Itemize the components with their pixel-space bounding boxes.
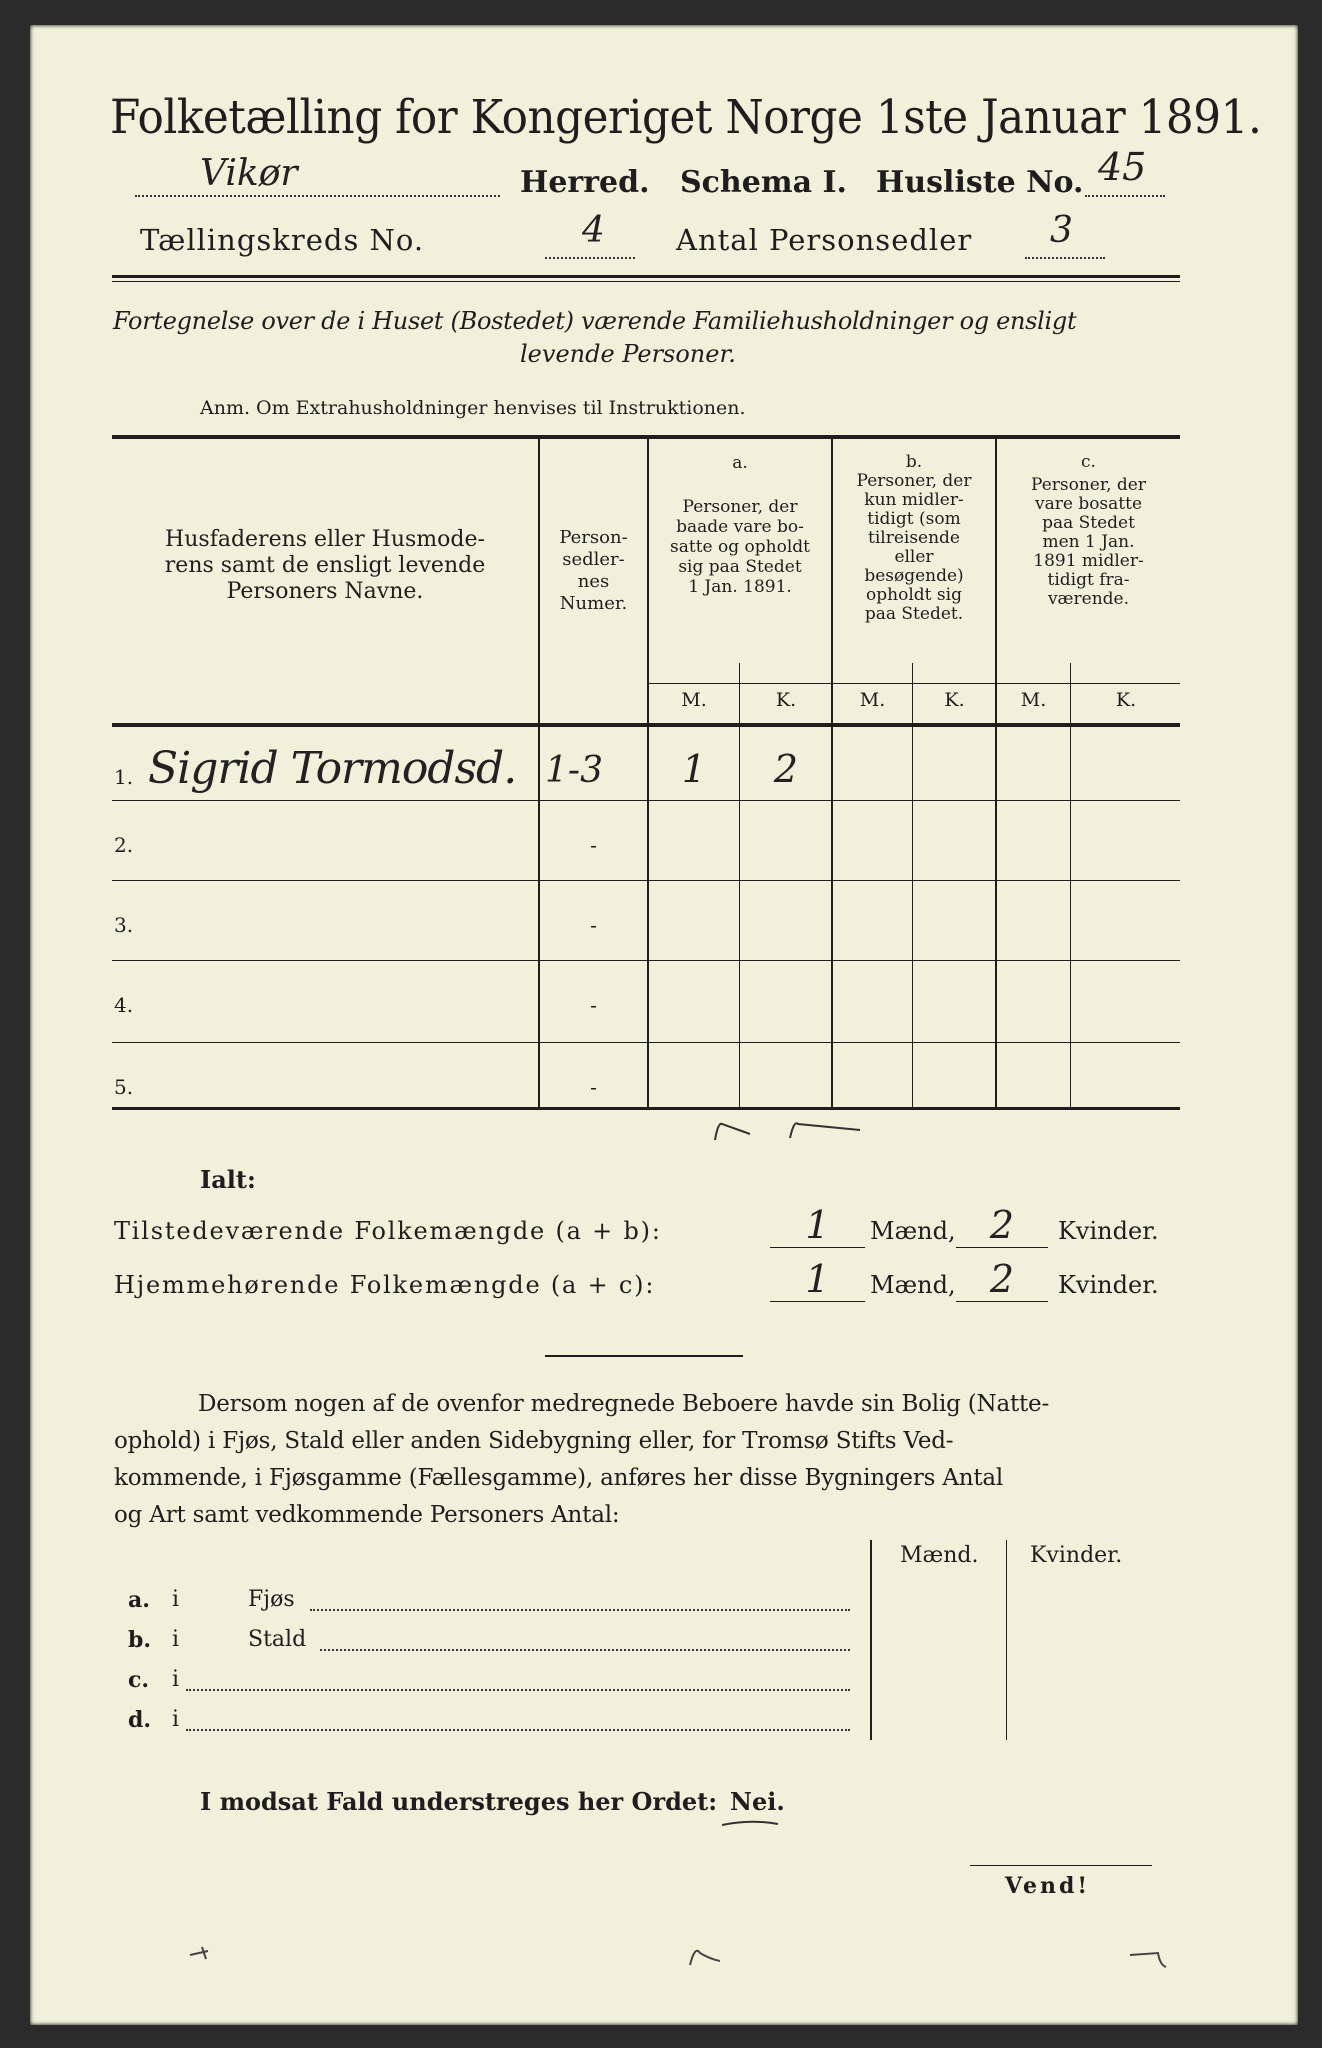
herred-label: Herred. bbox=[520, 165, 650, 200]
hjemme-women-label: Kvinder. bbox=[1058, 1271, 1159, 1299]
tilstede-men-label: Mænd, bbox=[870, 1217, 956, 1245]
hjemme-women-underline bbox=[956, 1301, 1048, 1302]
husliste-label: Husliste No. bbox=[876, 165, 1084, 200]
antal-label: Antal Personsedler bbox=[676, 223, 973, 257]
tilstede-women-underline bbox=[956, 1247, 1048, 1248]
header-rule bbox=[112, 275, 1180, 278]
col-header-name-line-1: Husfaderens eller Husmode- bbox=[165, 527, 485, 552]
col-divider-a-mk bbox=[739, 663, 740, 1107]
row-2-personseddel-num: - bbox=[590, 833, 597, 857]
row-1-name: Sigrid Tormodsd. bbox=[148, 743, 517, 794]
col-divider-c-mk bbox=[1070, 663, 1071, 1107]
husliste-value: 45 bbox=[1098, 145, 1147, 189]
col-header-num-line-4: Numer. bbox=[559, 593, 628, 614]
census-form-page bbox=[30, 25, 1298, 2025]
buildings-text-line-4: og Art samt vedkommende Personers Antal: bbox=[114, 1502, 620, 1528]
col-divider-b-mk bbox=[912, 663, 913, 1107]
intro-line-2: levende Personer. bbox=[520, 340, 736, 368]
col-header-num bbox=[540, 527, 647, 615]
col-header-name bbox=[112, 527, 538, 605]
col-header-name-line-3: Personers Navne. bbox=[226, 579, 424, 604]
anm-note: Anm. Om Extrahusholdninger henvises til Instruktionen. bbox=[200, 397, 746, 419]
row-1-a-men: 1 bbox=[681, 747, 707, 791]
kreds-dotted-line bbox=[545, 257, 635, 259]
building-b-name: Stald bbox=[248, 1627, 307, 1652]
col-header-b-line-8: paa Stedet. bbox=[864, 604, 964, 624]
nei-word: Nei. bbox=[730, 1787, 785, 1816]
col-header-a-letter: a. bbox=[732, 453, 748, 473]
row-3-personseddel-num: - bbox=[590, 913, 597, 937]
row-3-number: 3. bbox=[114, 913, 134, 937]
col-header-c-line-7: værende. bbox=[1047, 589, 1130, 609]
tally-marks bbox=[710, 1110, 890, 1150]
tilstede-men-underline bbox=[770, 1247, 865, 1248]
col-header-a-line-3: satte og opholdt bbox=[670, 537, 810, 557]
header-rule-thin bbox=[112, 281, 1180, 282]
row-4-rule bbox=[112, 1042, 1180, 1043]
hjemme-women-value: 2 bbox=[989, 1257, 1015, 1301]
buildings-text-line-3: kommende, i Fjøsgamme (Fællesgamme), anføres her disse Bygningers Antal bbox=[114, 1465, 1004, 1491]
row-5-number: 5. bbox=[114, 1075, 134, 1099]
col-header-c-line-2: vare bosatte bbox=[1034, 494, 1143, 514]
col-header-num-line-3: nes bbox=[577, 571, 610, 592]
col-header-b-line-5: eller bbox=[894, 547, 934, 567]
row-4-personseddel-num: - bbox=[590, 993, 597, 1017]
table-top-rule bbox=[112, 435, 1180, 439]
col-header-num-line-2: sedler- bbox=[562, 549, 625, 570]
kreds-label: Tællingskreds No. bbox=[140, 223, 425, 257]
tilstede-women-label: Kvinder. bbox=[1058, 1217, 1159, 1245]
hjemme-label: Hjemmehørende Folkemængde (a + c): bbox=[114, 1271, 656, 1299]
col-header-b bbox=[833, 453, 995, 624]
building-b-letter: b. bbox=[128, 1627, 152, 1653]
row-1-rule bbox=[112, 800, 1180, 801]
c-m-label: M. bbox=[1020, 689, 1047, 711]
b-k-label: K. bbox=[944, 689, 965, 711]
building-a-dots bbox=[310, 1609, 850, 1611]
tilstede-label: Tilstedeværende Folkemængde (a + b): bbox=[114, 1217, 662, 1245]
buildings-divider-1 bbox=[870, 1540, 872, 1740]
table-header-bottom-rule bbox=[112, 723, 1180, 727]
building-b-prep: i bbox=[172, 1627, 180, 1652]
c-k-label: K. bbox=[1115, 689, 1137, 711]
col-header-name-line-2: rens samt de ensligt levende bbox=[164, 553, 486, 578]
herred-value: Vikør bbox=[200, 153, 298, 194]
vend-label: Vend! bbox=[1005, 1873, 1091, 1899]
ialt-label: Ialt: bbox=[200, 1165, 256, 1194]
a-m-label: M. bbox=[681, 689, 707, 711]
antal-dotted-line bbox=[1025, 257, 1105, 259]
building-a-prep: i bbox=[172, 1587, 180, 1612]
col-header-b-line-4: tilreisende bbox=[867, 528, 960, 548]
col-header-a bbox=[649, 453, 831, 597]
b-m-label: M. bbox=[859, 689, 886, 711]
col-header-a-line-4: sig paa Stedet bbox=[678, 557, 802, 577]
buildings-text-line-1: Dersom nogen af de ovenfor medregnede Beboere havde sin Bolig (Natte- bbox=[198, 1391, 1050, 1417]
building-c-prep: i bbox=[172, 1667, 180, 1692]
herred-dotted-line bbox=[135, 195, 500, 197]
tilstede-men-value: 1 bbox=[805, 1203, 830, 1247]
row-1-number: 1. bbox=[114, 765, 134, 789]
buildings-col-women: Kvinder. bbox=[1030, 1543, 1123, 1568]
building-d-prep: i bbox=[172, 1707, 180, 1732]
row-4-number: 4. bbox=[114, 993, 134, 1017]
col-header-b-line-1: Personer, der bbox=[856, 471, 972, 491]
col-header-c-letter: c. bbox=[1081, 452, 1096, 472]
col-header-b-line-6: besøgende) bbox=[864, 566, 964, 586]
col-header-c-line-5: 1891 midler- bbox=[1033, 551, 1144, 571]
col-header-c bbox=[997, 453, 1180, 609]
col-header-c-line-6: tidigt fra- bbox=[1047, 570, 1130, 590]
husliste-dotted-line bbox=[1085, 195, 1165, 197]
mk-header-rule bbox=[649, 683, 1180, 684]
buildings-text-line-2: ophold) i Fjøs, Stald eller anden Sidebygning eller, for Tromsø Stifts Ved- bbox=[114, 1428, 954, 1454]
hjemme-men-label: Mænd, bbox=[870, 1271, 956, 1299]
building-b-dots bbox=[320, 1649, 850, 1651]
building-c-letter: c. bbox=[128, 1667, 150, 1693]
col-header-b-line-2: kun midler- bbox=[864, 490, 964, 510]
tilstede-women-value: 2 bbox=[989, 1203, 1015, 1247]
building-c-dots bbox=[186, 1689, 850, 1691]
buildings-divider-2 bbox=[1006, 1540, 1007, 1740]
col-header-num-line-1: Person- bbox=[559, 527, 628, 548]
antal-value: 3 bbox=[1050, 210, 1073, 251]
section-separator bbox=[545, 1355, 743, 1357]
table-bottom-rule bbox=[112, 1107, 1180, 1110]
modsat-fald-text: I modsat Fald understreges her Ordet: bbox=[200, 1787, 718, 1816]
building-a-letter: a. bbox=[128, 1587, 150, 1613]
row-5-personseddel-num: - bbox=[590, 1075, 597, 1099]
col-header-b-line-7: opholdt sig bbox=[866, 585, 962, 605]
schema-label: Schema I. bbox=[680, 165, 847, 200]
margin-marks bbox=[30, 1925, 1298, 1985]
building-a-name: Fjøs bbox=[248, 1587, 295, 1612]
intro-line-1: Fortegnelse over de i Huset (Bostedet) værende Familiehusholdninger og ensligt bbox=[113, 307, 1077, 335]
vend-rule bbox=[970, 1865, 1152, 1866]
col-header-c-line-4: men 1 Jan. bbox=[1042, 532, 1135, 552]
row-2-rule bbox=[112, 880, 1180, 881]
buildings-col-men: Mænd. bbox=[900, 1543, 979, 1568]
col-header-b-letter: b. bbox=[905, 452, 923, 472]
col-header-a-line-1: Personer, der bbox=[682, 497, 798, 517]
hjemme-men-value: 1 bbox=[805, 1257, 830, 1301]
a-k-label: K. bbox=[775, 689, 797, 711]
row-1-a-women: 2 bbox=[773, 747, 799, 791]
col-header-c-line-3: paa Stedet bbox=[1042, 513, 1135, 533]
col-header-b-line-3: tidigt (som bbox=[867, 509, 961, 529]
form-title: Folketælling for Kongeriget Norge 1ste Januar 1891. bbox=[110, 90, 1262, 145]
row-1-personseddel-num: 1-3 bbox=[545, 750, 603, 791]
col-header-a-line-2: baade vare bo- bbox=[676, 517, 804, 537]
row-3-rule bbox=[112, 960, 1180, 961]
row-2-number: 2. bbox=[114, 833, 134, 857]
hjemme-men-underline bbox=[770, 1301, 865, 1302]
kreds-value: 4 bbox=[582, 210, 605, 251]
nei-underline bbox=[720, 1817, 780, 1831]
col-header-a-line-5: 1 Jan. 1891. bbox=[688, 577, 792, 597]
building-d-letter: d. bbox=[128, 1707, 152, 1733]
building-d-dots bbox=[186, 1729, 850, 1731]
col-header-c-line-1: Personer, der bbox=[1031, 475, 1146, 495]
